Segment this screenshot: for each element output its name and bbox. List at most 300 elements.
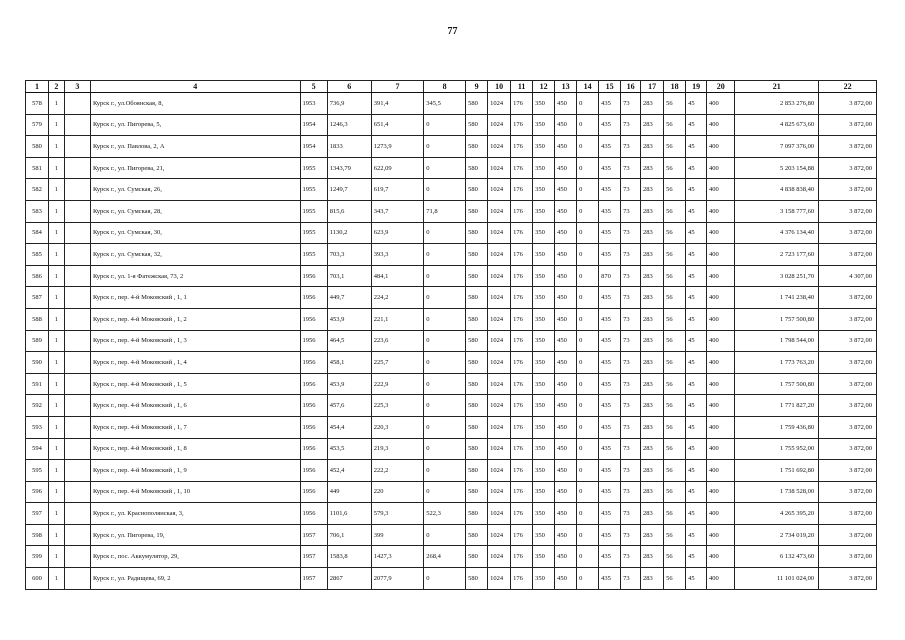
table-cell-col-13: 450 — [555, 222, 577, 244]
table-cell-col-11: 176 — [511, 244, 533, 266]
table-cell-col-21: 4 825 673,60 — [735, 114, 819, 136]
table-cell-col-15: 435 — [599, 157, 621, 179]
table-cell-col-19: 45 — [686, 93, 707, 115]
table-cell-col-16: 73 — [621, 179, 641, 201]
table-cell-col-6: 1246,3 — [327, 114, 371, 136]
table-cell-col-4: Курск г., пер. 4-й Моковский , 1, 8 — [90, 438, 300, 460]
table-cell-col-6: 453,5 — [327, 438, 371, 460]
table-cell-col-9: 580 — [466, 395, 488, 417]
table-cell-col-16: 73 — [621, 524, 641, 546]
table-cell-col-17: 283 — [641, 179, 664, 201]
table-cell-col-8: 0 — [424, 330, 466, 352]
column-header-8: 8 — [424, 81, 466, 93]
table-cell-col-18: 56 — [664, 222, 686, 244]
table-cell-col-21: 6 132 473,60 — [735, 546, 819, 568]
table-cell-col-2: 1 — [49, 244, 65, 266]
table-cell-col-5: 1956 — [300, 395, 327, 417]
table-cell-col-3 — [64, 416, 90, 438]
table-cell-col-3 — [64, 308, 90, 330]
table-cell-col-9: 580 — [466, 568, 488, 590]
column-header-1: 1 — [26, 81, 49, 93]
table-cell-col-4: Курск г., ул. Сумская, 32, — [90, 244, 300, 266]
table-cell-col-16: 73 — [621, 503, 641, 525]
table-cell-col-9: 580 — [466, 481, 488, 503]
table-cell-col-4: Курск г., пер. 4-й Моковский , 1, 5 — [90, 373, 300, 395]
table-cell-col-4: Курск г., ул. Краснополянская, 3, — [90, 503, 300, 525]
table-cell-col-7: 225,3 — [371, 395, 423, 417]
table-cell-col-16: 73 — [621, 93, 641, 115]
table-cell-col-6: 449,7 — [327, 287, 371, 309]
table-row — [26, 352, 877, 374]
table-cell-col-16: 73 — [621, 438, 641, 460]
table-cell-col-12: 350 — [533, 546, 555, 568]
table-cell-col-18: 56 — [664, 244, 686, 266]
table-cell-col-12: 350 — [533, 157, 555, 179]
table-cell-col-17: 283 — [641, 222, 664, 244]
table-cell-col-13: 450 — [555, 287, 577, 309]
column-header-11: 11 — [511, 81, 533, 93]
table-cell-col-11: 176 — [511, 330, 533, 352]
table-cell-col-13: 450 — [555, 373, 577, 395]
table-cell-col-20: 400 — [707, 179, 735, 201]
table-cell-col-12: 350 — [533, 568, 555, 590]
table-cell-col-15: 435 — [599, 114, 621, 136]
table-cell-col-18: 56 — [664, 568, 686, 590]
table-cell-col-12: 350 — [533, 136, 555, 158]
table-cell-col-12: 350 — [533, 373, 555, 395]
table-cell-col-10: 1024 — [488, 416, 511, 438]
table-cell-col-1: 586 — [26, 265, 49, 287]
table-cell-col-3 — [64, 524, 90, 546]
table-header-row — [26, 81, 877, 93]
table-cell-col-21: 11 101 024,00 — [735, 568, 819, 590]
table-row — [26, 200, 877, 222]
table-cell-col-20: 400 — [707, 308, 735, 330]
table-cell-col-17: 283 — [641, 460, 664, 482]
table-cell-col-21: 1 738 528,00 — [735, 481, 819, 503]
table-cell-col-18: 56 — [664, 287, 686, 309]
table-cell-col-7: 223,6 — [371, 330, 423, 352]
table-cell-col-5: 1954 — [300, 136, 327, 158]
table-cell-col-8: 268,4 — [424, 546, 466, 568]
table-cell-col-9: 580 — [466, 352, 488, 374]
table-cell-col-13: 450 — [555, 179, 577, 201]
table-cell-col-16: 73 — [621, 546, 641, 568]
table-cell-col-20: 400 — [707, 330, 735, 352]
table-cell-col-9: 580 — [466, 330, 488, 352]
table-cell-col-18: 56 — [664, 157, 686, 179]
table-cell-col-12: 350 — [533, 287, 555, 309]
table-cell-col-9: 580 — [466, 460, 488, 482]
table-cell-col-1: 596 — [26, 481, 49, 503]
table-cell-col-18: 56 — [664, 460, 686, 482]
table-cell-col-16: 73 — [621, 373, 641, 395]
table-row — [26, 114, 877, 136]
table-cell-col-19: 45 — [686, 136, 707, 158]
table-cell-col-15: 435 — [599, 330, 621, 352]
table-cell-col-19: 45 — [686, 416, 707, 438]
table-cell-col-9: 580 — [466, 416, 488, 438]
table-cell-col-20: 400 — [707, 546, 735, 568]
table-cell-col-6: 454,4 — [327, 416, 371, 438]
table-cell-col-19: 45 — [686, 287, 707, 309]
table-cell-col-19: 45 — [686, 157, 707, 179]
table-cell-col-8: 0 — [424, 114, 466, 136]
table-cell-col-14: 0 — [577, 200, 599, 222]
table-cell-col-18: 56 — [664, 524, 686, 546]
column-header-20: 20 — [707, 81, 735, 93]
table-cell-col-9: 580 — [466, 93, 488, 115]
table-cell-col-15: 435 — [599, 568, 621, 590]
table-cell-col-15: 435 — [599, 460, 621, 482]
table-cell-col-6: 464,5 — [327, 330, 371, 352]
column-header-6: 6 — [327, 81, 371, 93]
table-cell-col-11: 176 — [511, 136, 533, 158]
column-header-15: 15 — [599, 81, 621, 93]
table-cell-col-5: 1955 — [300, 222, 327, 244]
table-cell-col-12: 350 — [533, 503, 555, 525]
table-cell-col-1: 587 — [26, 287, 49, 309]
table-cell-col-15: 435 — [599, 438, 621, 460]
table-cell-col-14: 0 — [577, 352, 599, 374]
table-cell-col-4: Курск г., пер. 4-й Моковский , 1, 1 — [90, 287, 300, 309]
page-number: 77 — [447, 26, 458, 37]
table-cell-col-1: 595 — [26, 460, 49, 482]
table-cell-col-17: 283 — [641, 395, 664, 417]
table-cell-col-7: 225,7 — [371, 352, 423, 374]
table-cell-col-1: 581 — [26, 157, 49, 179]
table-cell-col-4: Курск г., пер. 4-й Моковский , 1, 10 — [90, 481, 300, 503]
table-cell-col-11: 176 — [511, 460, 533, 482]
table-cell-col-22: 3 872,00 — [819, 244, 877, 266]
table-row — [26, 157, 877, 179]
table-row — [26, 330, 877, 352]
table-cell-col-19: 45 — [686, 503, 707, 525]
table-cell-col-2: 1 — [49, 546, 65, 568]
table-cell-col-1: 600 — [26, 568, 49, 590]
table-cell-col-6: 736,9 — [327, 93, 371, 115]
table-cell-col-1: 589 — [26, 330, 49, 352]
table-cell-col-6: 1249,7 — [327, 179, 371, 201]
table-cell-col-11: 176 — [511, 481, 533, 503]
table-cell-col-13: 450 — [555, 416, 577, 438]
table-cell-col-15: 435 — [599, 546, 621, 568]
table-cell-col-4: Курск г., пер. 4-й Моковский , 1, 6 — [90, 395, 300, 417]
table-cell-col-22: 3 872,00 — [819, 373, 877, 395]
table-cell-col-3 — [64, 330, 90, 352]
table-cell-col-15: 435 — [599, 416, 621, 438]
table-cell-col-9: 580 — [466, 200, 488, 222]
table-cell-col-3 — [64, 568, 90, 590]
table-cell-col-12: 350 — [533, 438, 555, 460]
table-cell-col-16: 73 — [621, 200, 641, 222]
column-header-7: 7 — [371, 81, 423, 93]
table-cell-col-8: 0 — [424, 568, 466, 590]
table-cell-col-19: 45 — [686, 308, 707, 330]
table-cell-col-7: 622,09 — [371, 157, 423, 179]
table-cell-col-3 — [64, 93, 90, 115]
table-cell-col-20: 400 — [707, 287, 735, 309]
table-cell-col-21: 1 757 500,80 — [735, 308, 819, 330]
table-cell-col-10: 1024 — [488, 524, 511, 546]
table-cell-col-17: 283 — [641, 352, 664, 374]
table-cell-col-11: 176 — [511, 352, 533, 374]
table-cell-col-7: 221,1 — [371, 308, 423, 330]
table-cell-col-1: 598 — [26, 524, 49, 546]
table-cell-col-6: 703,3 — [327, 244, 371, 266]
table-cell-col-3 — [64, 179, 90, 201]
table-cell-col-2: 1 — [49, 352, 65, 374]
table-cell-col-16: 73 — [621, 244, 641, 266]
table-cell-col-18: 56 — [664, 93, 686, 115]
table-cell-col-16: 73 — [621, 265, 641, 287]
table-cell-col-10: 1024 — [488, 373, 511, 395]
table-cell-col-3 — [64, 460, 90, 482]
table-cell-col-5: 1955 — [300, 157, 327, 179]
table-cell-col-11: 176 — [511, 416, 533, 438]
table-cell-col-1: 597 — [26, 503, 49, 525]
table-cell-col-10: 1024 — [488, 503, 511, 525]
table-cell-col-6: 457,6 — [327, 395, 371, 417]
table-cell-col-13: 450 — [555, 460, 577, 482]
table-cell-col-11: 176 — [511, 546, 533, 568]
table-cell-col-14: 0 — [577, 395, 599, 417]
table-cell-col-19: 45 — [686, 438, 707, 460]
table-cell-col-10: 1024 — [488, 395, 511, 417]
table-cell-col-19: 45 — [686, 330, 707, 352]
table-cell-col-13: 450 — [555, 352, 577, 374]
table-cell-col-19: 45 — [686, 481, 707, 503]
table-cell-col-6: 703,1 — [327, 265, 371, 287]
table-cell-col-12: 350 — [533, 352, 555, 374]
table-cell-col-15: 435 — [599, 395, 621, 417]
table-cell-col-3 — [64, 244, 90, 266]
table-row — [26, 568, 877, 590]
table-cell-col-14: 0 — [577, 460, 599, 482]
table-cell-col-16: 73 — [621, 287, 641, 309]
column-header-5: 5 — [300, 81, 327, 93]
table-cell-col-3 — [64, 265, 90, 287]
table-cell-col-5: 1956 — [300, 352, 327, 374]
table-cell-col-11: 176 — [511, 524, 533, 546]
table-cell-col-21: 4 376 134,40 — [735, 222, 819, 244]
table-cell-col-22: 3 872,00 — [819, 114, 877, 136]
table-cell-col-17: 283 — [641, 287, 664, 309]
table-cell-col-14: 0 — [577, 438, 599, 460]
table-cell-col-8: 71,8 — [424, 200, 466, 222]
table-cell-col-22: 3 872,00 — [819, 546, 877, 568]
table-cell-col-4: Курск г., пер. 4-й Моковский , 1, 9 — [90, 460, 300, 482]
table-cell-col-12: 350 — [533, 244, 555, 266]
table-cell-col-5: 1954 — [300, 114, 327, 136]
table-cell-col-19: 45 — [686, 524, 707, 546]
table-cell-col-8: 0 — [424, 179, 466, 201]
table-cell-col-6: 706,1 — [327, 524, 371, 546]
table-cell-col-17: 283 — [641, 438, 664, 460]
table-cell-col-14: 0 — [577, 287, 599, 309]
table-cell-col-22: 3 872,00 — [819, 352, 877, 374]
table-cell-col-2: 1 — [49, 524, 65, 546]
table-cell-col-20: 400 — [707, 503, 735, 525]
table-row — [26, 179, 877, 201]
table-cell-col-2: 1 — [49, 265, 65, 287]
table-cell-col-20: 400 — [707, 222, 735, 244]
table-row — [26, 136, 877, 158]
table-cell-col-16: 73 — [621, 481, 641, 503]
table-cell-col-5: 1956 — [300, 438, 327, 460]
table-cell-col-19: 45 — [686, 460, 707, 482]
table-row — [26, 308, 877, 330]
table-cell-col-20: 400 — [707, 157, 735, 179]
table-row — [26, 373, 877, 395]
table-cell-col-10: 1024 — [488, 222, 511, 244]
table-cell-col-11: 176 — [511, 222, 533, 244]
table-cell-col-18: 56 — [664, 114, 686, 136]
column-header-2: 2 — [49, 81, 65, 93]
table-cell-col-1: 585 — [26, 244, 49, 266]
table-cell-col-2: 1 — [49, 503, 65, 525]
table-cell-col-21: 1 751 692,80 — [735, 460, 819, 482]
table-cell-col-11: 176 — [511, 308, 533, 330]
table-cell-col-7: 220,3 — [371, 416, 423, 438]
table-cell-col-12: 350 — [533, 524, 555, 546]
table-cell-col-20: 400 — [707, 460, 735, 482]
table-cell-col-5: 1956 — [300, 287, 327, 309]
table-cell-col-14: 0 — [577, 416, 599, 438]
column-header-3: 3 — [64, 81, 90, 93]
table-cell-col-17: 283 — [641, 93, 664, 115]
table-cell-col-1: 579 — [26, 114, 49, 136]
table-cell-col-21: 5 203 154,88 — [735, 157, 819, 179]
table-cell-col-19: 45 — [686, 179, 707, 201]
table-cell-col-13: 450 — [555, 136, 577, 158]
column-header-12: 12 — [533, 81, 555, 93]
table-cell-col-20: 400 — [707, 481, 735, 503]
table-cell-col-22: 3 872,00 — [819, 179, 877, 201]
table-cell-col-6: 1833 — [327, 136, 371, 158]
table-cell-col-17: 283 — [641, 244, 664, 266]
table-cell-col-16: 73 — [621, 330, 641, 352]
table-cell-col-17: 283 — [641, 265, 664, 287]
table-cell-col-7: 2077,9 — [371, 568, 423, 590]
table-cell-col-13: 450 — [555, 157, 577, 179]
table-cell-col-12: 350 — [533, 200, 555, 222]
table-cell-col-15: 435 — [599, 373, 621, 395]
table-cell-col-11: 176 — [511, 503, 533, 525]
table-cell-col-4: Курск г., пер. 4-й Моковский , 1, 3 — [90, 330, 300, 352]
table-cell-col-1: 582 — [26, 179, 49, 201]
table-cell-col-9: 580 — [466, 157, 488, 179]
table-cell-col-16: 73 — [621, 114, 641, 136]
table-cell-col-12: 350 — [533, 179, 555, 201]
table-cell-col-2: 1 — [49, 157, 65, 179]
table-row — [26, 438, 877, 460]
column-header-17: 17 — [641, 81, 664, 93]
table-cell-col-16: 73 — [621, 352, 641, 374]
table-cell-col-11: 176 — [511, 200, 533, 222]
table-cell-col-14: 0 — [577, 503, 599, 525]
table-cell-col-7: 399 — [371, 524, 423, 546]
table-cell-col-11: 176 — [511, 568, 533, 590]
table-cell-col-3 — [64, 157, 90, 179]
table-cell-col-3 — [64, 481, 90, 503]
table-cell-col-5: 1956 — [300, 416, 327, 438]
table-cell-col-18: 56 — [664, 136, 686, 158]
table-cell-col-21: 4 838 838,40 — [735, 179, 819, 201]
table-cell-col-3 — [64, 546, 90, 568]
table-cell-col-2: 1 — [49, 330, 65, 352]
data-table — [25, 80, 877, 590]
table-cell-col-20: 400 — [707, 200, 735, 222]
table-cell-col-6: 449 — [327, 481, 371, 503]
table-cell-col-14: 0 — [577, 222, 599, 244]
table-cell-col-22: 3 872,00 — [819, 222, 877, 244]
table-cell-col-12: 350 — [533, 330, 555, 352]
column-header-10: 10 — [488, 81, 511, 93]
table-row — [26, 93, 877, 115]
table-cell-col-4: Курск г., ул. Сумская, 28, — [90, 200, 300, 222]
table-cell-col-1: 583 — [26, 200, 49, 222]
column-header-22: 22 — [819, 81, 877, 93]
table-cell-col-14: 0 — [577, 265, 599, 287]
table-cell-col-8: 0 — [424, 222, 466, 244]
table-cell-col-4: Курск г., ул. Пигорева, 21, — [90, 157, 300, 179]
column-header-9: 9 — [466, 81, 488, 93]
table-cell-col-1: 584 — [26, 222, 49, 244]
table-cell-col-18: 56 — [664, 330, 686, 352]
table-cell-col-17: 283 — [641, 524, 664, 546]
table-cell-col-13: 450 — [555, 524, 577, 546]
table-cell-col-16: 73 — [621, 308, 641, 330]
table-cell-col-3 — [64, 373, 90, 395]
table-cell-col-9: 580 — [466, 546, 488, 568]
table-cell-col-18: 56 — [664, 352, 686, 374]
table-cell-col-17: 283 — [641, 503, 664, 525]
table-cell-col-22: 4 307,00 — [819, 265, 877, 287]
table-cell-col-7: 343,7 — [371, 200, 423, 222]
table-cell-col-6: 2867 — [327, 568, 371, 590]
table-cell-col-7: 1273,9 — [371, 136, 423, 158]
table-cell-col-20: 400 — [707, 244, 735, 266]
table-cell-col-5: 1957 — [300, 524, 327, 546]
table-cell-col-4: Курск г., ул. Сумская, 26, — [90, 179, 300, 201]
table-cell-col-21: 4 265 395,20 — [735, 503, 819, 525]
table-cell-col-19: 45 — [686, 265, 707, 287]
table-row — [26, 524, 877, 546]
table-cell-col-13: 450 — [555, 308, 577, 330]
table-cell-col-4: Курск г., ул. 1-я Фатежская, 73, 2 — [90, 265, 300, 287]
table-cell-col-5: 1955 — [300, 179, 327, 201]
table-cell-col-9: 580 — [466, 438, 488, 460]
table-cell-col-15: 435 — [599, 93, 621, 115]
table-cell-col-6: 453,9 — [327, 373, 371, 395]
table-cell-col-22: 3 872,00 — [819, 503, 877, 525]
column-header-21: 21 — [735, 81, 819, 93]
table-row — [26, 546, 877, 568]
table-cell-col-8: 0 — [424, 416, 466, 438]
table-cell-col-9: 580 — [466, 136, 488, 158]
table-cell-col-21: 1 798 544,00 — [735, 330, 819, 352]
table-cell-col-19: 45 — [686, 373, 707, 395]
table-cell-col-16: 73 — [621, 222, 641, 244]
table-cell-col-9: 580 — [466, 503, 488, 525]
table-cell-col-18: 56 — [664, 438, 686, 460]
table-cell-col-19: 45 — [686, 568, 707, 590]
table-cell-col-13: 450 — [555, 438, 577, 460]
table-cell-col-2: 1 — [49, 179, 65, 201]
table-cell-col-21: 2 723 177,60 — [735, 244, 819, 266]
table-cell-col-20: 400 — [707, 265, 735, 287]
